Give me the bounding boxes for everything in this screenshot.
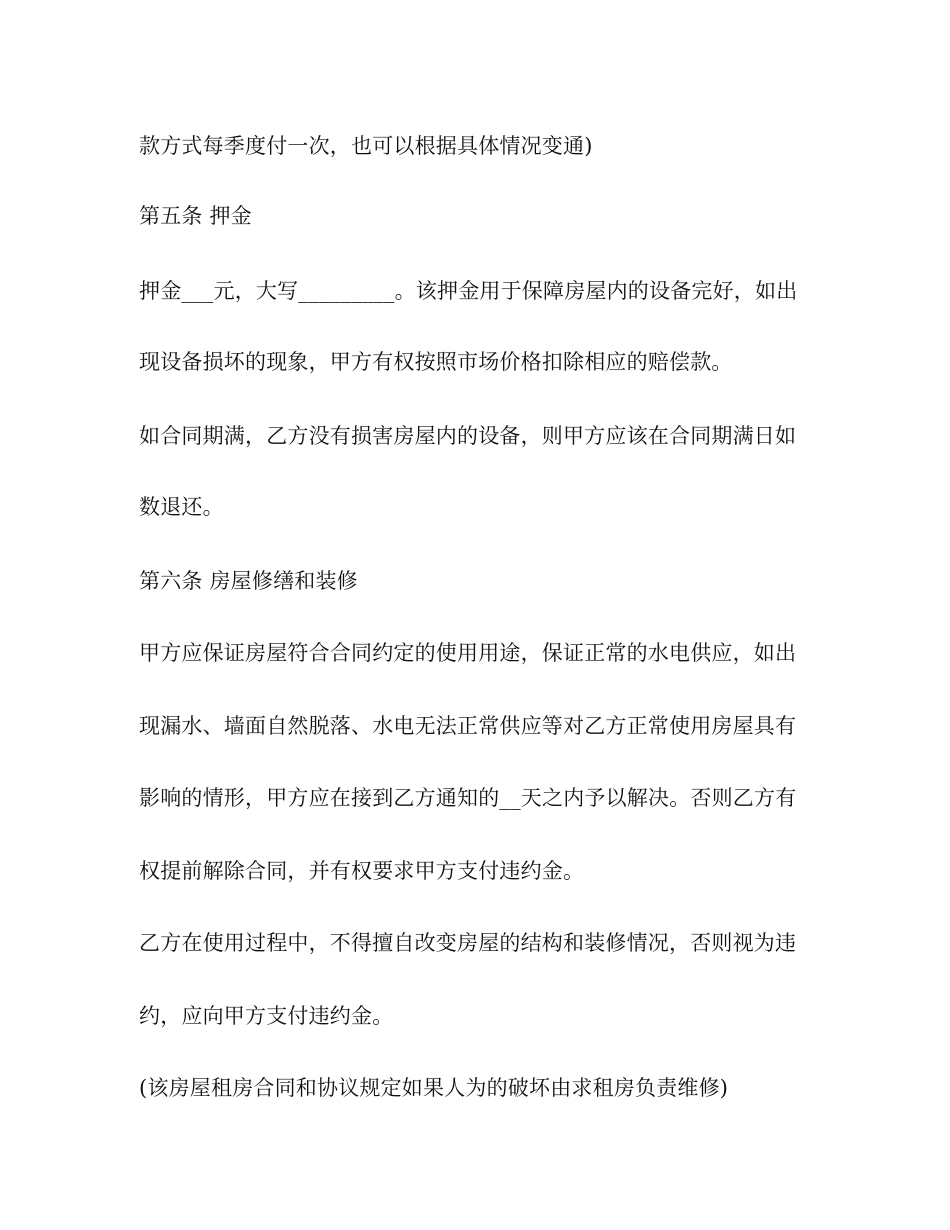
heading-article-5-deposit: 第五条 押金 — [139, 204, 252, 228]
text-line-tenant-penalty: 约，应向甲方支付违约金。 — [139, 1004, 394, 1028]
text-line-leak-issues: 现漏水、墙面自然脱落、水电无法正常供应等对乙方正常使用房屋具有 — [139, 714, 797, 738]
text-line-payment-method-continuation: 款方式每季度付一次，也可以根据具体情况变通) — [139, 134, 593, 158]
text-line-resolution-deadline: 影响的情形，甲方应在接到乙方通知的__天之内予以解决。否则乙方有 — [139, 786, 797, 810]
text-line-termination-right: 权提前解除合同，并有权要求甲方支付违约金。 — [139, 859, 585, 883]
text-line-deposit-refund-end: 数退还。 — [139, 495, 224, 519]
text-line-damage-note: (该房屋租房合同和协议规定如果人为的破坏由求租房负责维修) — [139, 1076, 729, 1100]
heading-article-6-repair: 第六条 房屋修缮和装修 — [139, 569, 358, 593]
text-line-deposit-amount: 押金___元，大写_________。该押金用于保障房屋内的设备完好，如出 — [139, 279, 798, 303]
text-line-deposit-refund: 如合同期满，乙方没有损害房屋内的设备，则甲方应该在合同期满日如 — [139, 424, 797, 448]
text-line-tenant-obligation: 乙方在使用过程中，不得擅自改变房屋的结构和装修情况，否则视为违 — [139, 931, 797, 955]
text-line-landlord-obligation: 甲方应保证房屋符合合同约定的使用用途，保证正常的水电供应，如出 — [139, 641, 797, 665]
text-line-deposit-deduction: 现设备损坏的现象，甲方有权按照市场价格扣除相应的赔偿款。 — [139, 350, 733, 374]
